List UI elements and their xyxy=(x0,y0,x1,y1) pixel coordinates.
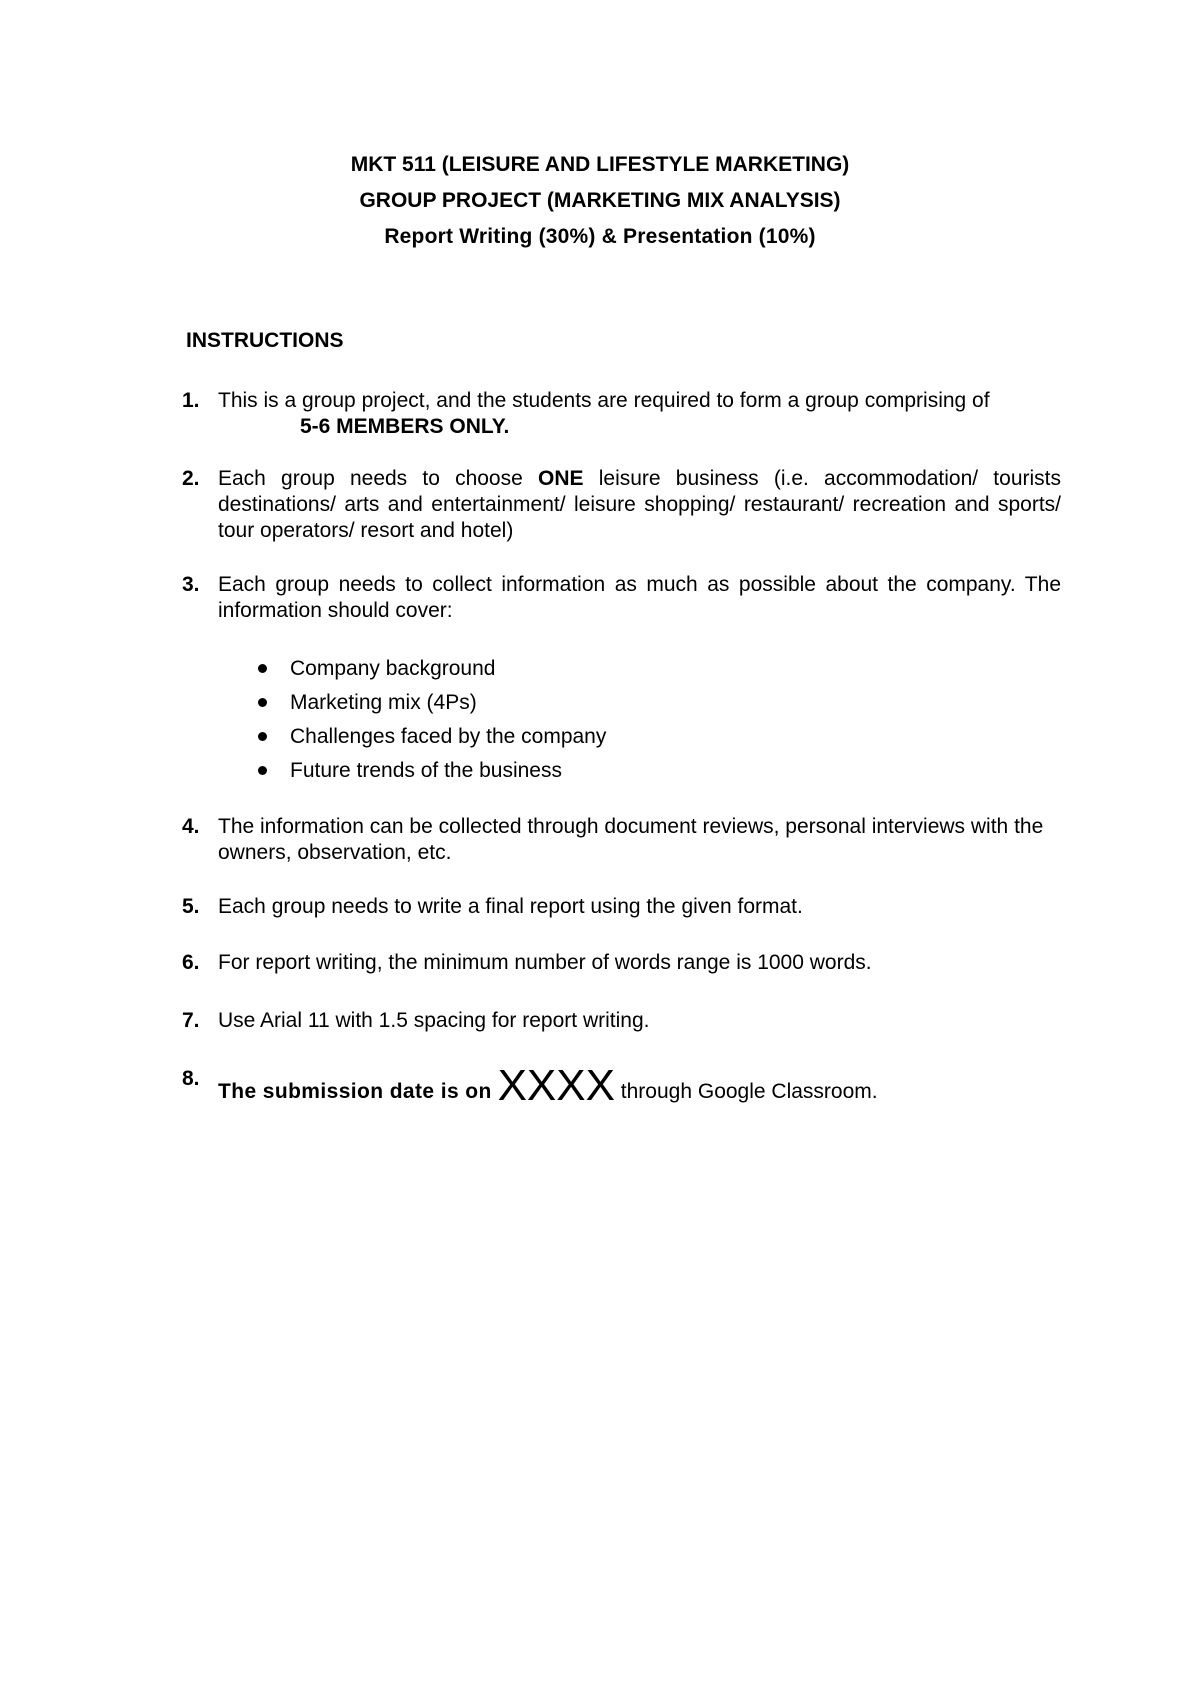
instruction-item-7 xyxy=(182,1008,1061,1034)
item-number: 1. xyxy=(182,389,200,412)
bullet-dot-icon xyxy=(258,732,267,741)
item-text: Each group needs to write a final report using the given format. xyxy=(218,895,803,918)
bullet-dot-icon xyxy=(258,664,267,673)
course-title: MKT 511 (LEISURE AND LIFESTYLE MARKETING) xyxy=(350,153,850,176)
coverage-bullet-list xyxy=(250,656,606,792)
instruction-item-6 xyxy=(182,950,1061,976)
instructions-heading: INSTRUCTIONS xyxy=(186,329,344,352)
item-number: 7. xyxy=(182,1009,200,1032)
submission-channel: through Google Classroom. xyxy=(620,1080,878,1103)
item-number: 6. xyxy=(182,951,200,974)
group-size-emphasis: 5-6 MEMBERS ONLY. xyxy=(300,415,510,438)
bullet-item: Company background xyxy=(250,656,606,690)
item-number: 5. xyxy=(182,895,200,918)
item-number: 4. xyxy=(182,815,200,838)
bullet-dot-icon xyxy=(258,766,267,775)
item-text: Use Arial 11 with 1.5 spacing for report writing. xyxy=(218,1009,650,1032)
bullet-dot-icon xyxy=(258,698,267,707)
bullet-item: Challenges faced by the company xyxy=(250,724,606,758)
item-text xyxy=(218,466,1061,544)
project-title: GROUP PROJECT (MARKETING MIX ANALYSIS) xyxy=(359,189,841,212)
bullet-item: Marketing mix (4Ps) xyxy=(250,690,606,724)
item-text xyxy=(218,1061,1061,1110)
item-text: The information can be collected through document reviews, personal interviews with the owners, observation, etc. xyxy=(218,815,1044,864)
item-text-bold: ONE xyxy=(538,467,584,490)
instruction-item-3 xyxy=(182,572,1061,624)
item-text-pre: Each group needs to choose xyxy=(218,467,523,490)
submission-date-label: The submission date is on xyxy=(218,1080,492,1103)
item-text: For report writing, the minimum number of words range is 1000 words. xyxy=(218,951,872,974)
item-text: Each group needs to collect information as much as possible about the company. The information should cover: xyxy=(218,573,1061,622)
bullet-item: Future trends of the business xyxy=(250,758,606,792)
instruction-item-1 xyxy=(182,388,1061,440)
item-number: 2. xyxy=(182,467,200,490)
instruction-item-4 xyxy=(182,814,1061,866)
instruction-item-5 xyxy=(182,894,1061,920)
instruction-item-2 xyxy=(182,466,1061,544)
item-number: 3. xyxy=(182,573,200,596)
item-text: This is a group project, and the students are required to form a group comprising of xyxy=(218,389,990,412)
submission-date-value: XXXX xyxy=(497,1061,615,1110)
instruction-item-8 xyxy=(182,1061,1061,1110)
item-number: 8. xyxy=(182,1067,200,1090)
item-text-post: leisure business (i.e. accommodation/ tourists destinations/ arts and entertainment/ leisure shopping/ restaurant/ recreation and sports/ tour operators/ resort and hotel) xyxy=(218,467,1061,542)
assessment-weighting: Report Writing (30%) & Presentation (10%) xyxy=(384,225,816,248)
